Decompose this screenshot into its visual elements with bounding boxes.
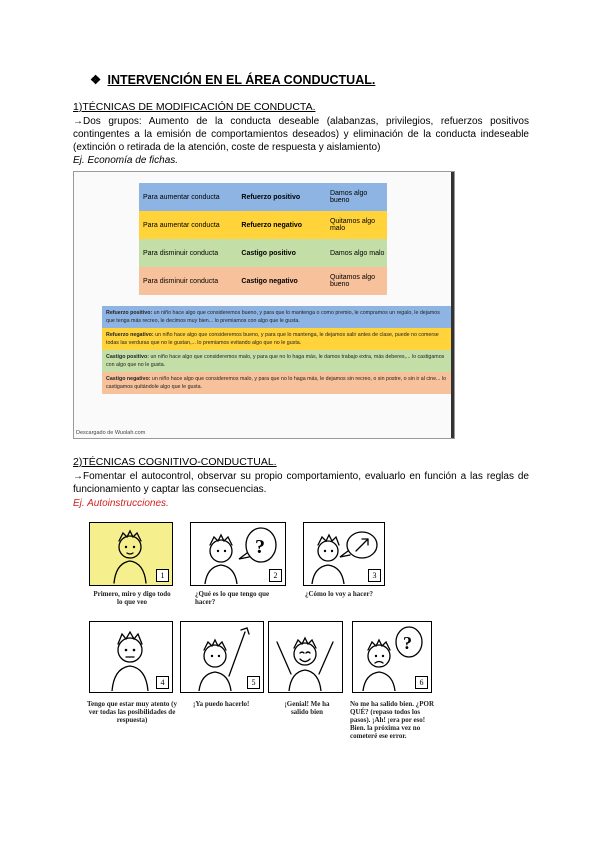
definition-item xyxy=(102,306,452,328)
panel-number: 6 xyxy=(415,676,428,689)
section1-example: Ej. Economía de fichas. xyxy=(73,155,179,166)
panel-number: 1 xyxy=(156,569,169,582)
svg-text:?: ? xyxy=(255,536,265,558)
table-row xyxy=(139,211,387,239)
table-cell: Damos algo malo xyxy=(329,249,385,257)
section1-heading: 1)TÉCNICAS DE MODIFICACIÓN DE CONDUCTA. xyxy=(73,101,316,113)
table-cell: Quitamos algo bueno xyxy=(329,274,376,288)
table-cell: Para disminuir conducta xyxy=(143,277,219,285)
definition-term: Castigo negativo: xyxy=(106,376,151,382)
definition-term: Refuerzo positivo: xyxy=(106,310,153,316)
table-row xyxy=(139,183,387,211)
section1-body: →Dos grupos: Aumento de la conducta deseable (alabanzas, privilegios, refuerzos positivos contingentes a la emisión de comportamientos deseados) y eliminación de la conducta indeseable (extinción o retirada de la atención, coste de respuesta y aislamiento) xyxy=(73,116,529,153)
comic-panel-4 xyxy=(89,621,173,693)
definition-text: un niño hace algo que consideremos bueno, y para que lo mantenga, le dejamos salir antes de clase, puede no comerse todas las verduras que no le gustan,... lo premiamos evitando algo que no le gusta. xyxy=(106,332,439,346)
definition-term: Refuerzo negativo: xyxy=(106,332,154,338)
panel-caption: No me ha salido bien. ¿POR QUÉ? (repaso todos los pasos). ¡Ah! ¡era por eso! Bien. la próxima vez no cometeré ese error. xyxy=(350,700,435,740)
definition-text: un niño hace algo que consideremos malo, y para que no lo haga más, le dejamos sin recreo, o sin postre, o sin ir al cine... lo castigamos quitándole algo que le gusta. xyxy=(106,376,447,390)
panel-number: 3 xyxy=(368,569,381,582)
definition-text: un niño hace algo que consideremos bueno, y para que lo mantenga o como premio, le compramos un regalo, le dejamos que tenga más recreo, le decimos muy bien... lo premiamos con algo que le gusta. xyxy=(106,310,440,324)
comic-panel-6 xyxy=(352,621,432,693)
figure-edge xyxy=(451,172,454,438)
panel-number: 5 xyxy=(247,676,260,689)
panel-number: 2 xyxy=(269,569,282,582)
comic-panel-3 xyxy=(303,522,385,586)
comic-panel-celebrate xyxy=(268,621,343,693)
comic-panel-1 xyxy=(89,522,173,586)
definition-item xyxy=(102,350,452,372)
watermark: Descargado de Wuolah.com xyxy=(76,430,146,436)
definition-item xyxy=(102,372,452,394)
boy-celebrating-icon xyxy=(269,622,341,691)
svg-text:?: ? xyxy=(403,633,412,653)
definition-text: un niño hace algo que consideremos malo, y para que no lo haga más, le damos trabajo extra, más deberes,... lo castigamos con algo que no le gusta. xyxy=(106,354,445,368)
section2-example: Ej. Autoinstrucciones. xyxy=(73,498,169,509)
table-cell: Quitamos algo malo xyxy=(329,218,376,232)
reinforcement-table xyxy=(139,183,387,295)
panel-caption: Tengo que estar muy atento (y ver todas las posibilidades de respuesta) xyxy=(86,700,178,724)
panel-caption: ¡Genial! Me ha salido bien xyxy=(284,700,330,716)
definitions-list xyxy=(102,306,452,394)
table-cell: Refuerzo positivo xyxy=(241,193,301,201)
table-cell: Para disminuir conducta xyxy=(143,249,219,257)
comic-panel-5 xyxy=(180,621,264,693)
panel-caption: ¿Qué es lo que tengo que hacer? xyxy=(195,590,270,606)
table-cell: Refuerzo negativo xyxy=(241,221,303,229)
section2-body: →Fomentar el autocontrol, observar su propio comportamiento, evaluarlo en función a las reglas de funcionamiento y captar las consecuencias. xyxy=(73,471,529,495)
table-row xyxy=(139,239,387,267)
table-cell: Damos algo bueno xyxy=(329,190,368,204)
diamond-bullet-icon: ❖ xyxy=(90,73,102,87)
panel-number: 4 xyxy=(156,676,169,689)
section2-heading: 2)TÉCNICAS COGNITIVO-CONDUCTUAL. xyxy=(73,456,277,468)
definition-item xyxy=(102,328,452,350)
table-cell: Para aumentar conducta xyxy=(143,193,220,201)
table-cell: Castigo negativo xyxy=(241,277,298,285)
reinforcement-figure xyxy=(73,171,455,439)
section-title xyxy=(90,72,375,87)
comic-panel-2 xyxy=(190,522,286,586)
table-row xyxy=(139,267,387,295)
panel-caption: ¿Cómo lo voy a hacer? xyxy=(305,590,374,598)
panel-caption: ¡Ya puedo hacerlo! xyxy=(193,700,250,708)
definition-term: Castigo positivo: xyxy=(106,354,149,360)
table-cell: Castigo positivo xyxy=(241,249,296,257)
section-title-text: INTERVENCIÓN EN EL ÁREA CONDUCTUAL. xyxy=(107,73,376,87)
table-cell: Para aumentar conducta xyxy=(143,221,220,229)
panel-caption: Primero, miro y digo todo lo que veo xyxy=(93,590,171,606)
